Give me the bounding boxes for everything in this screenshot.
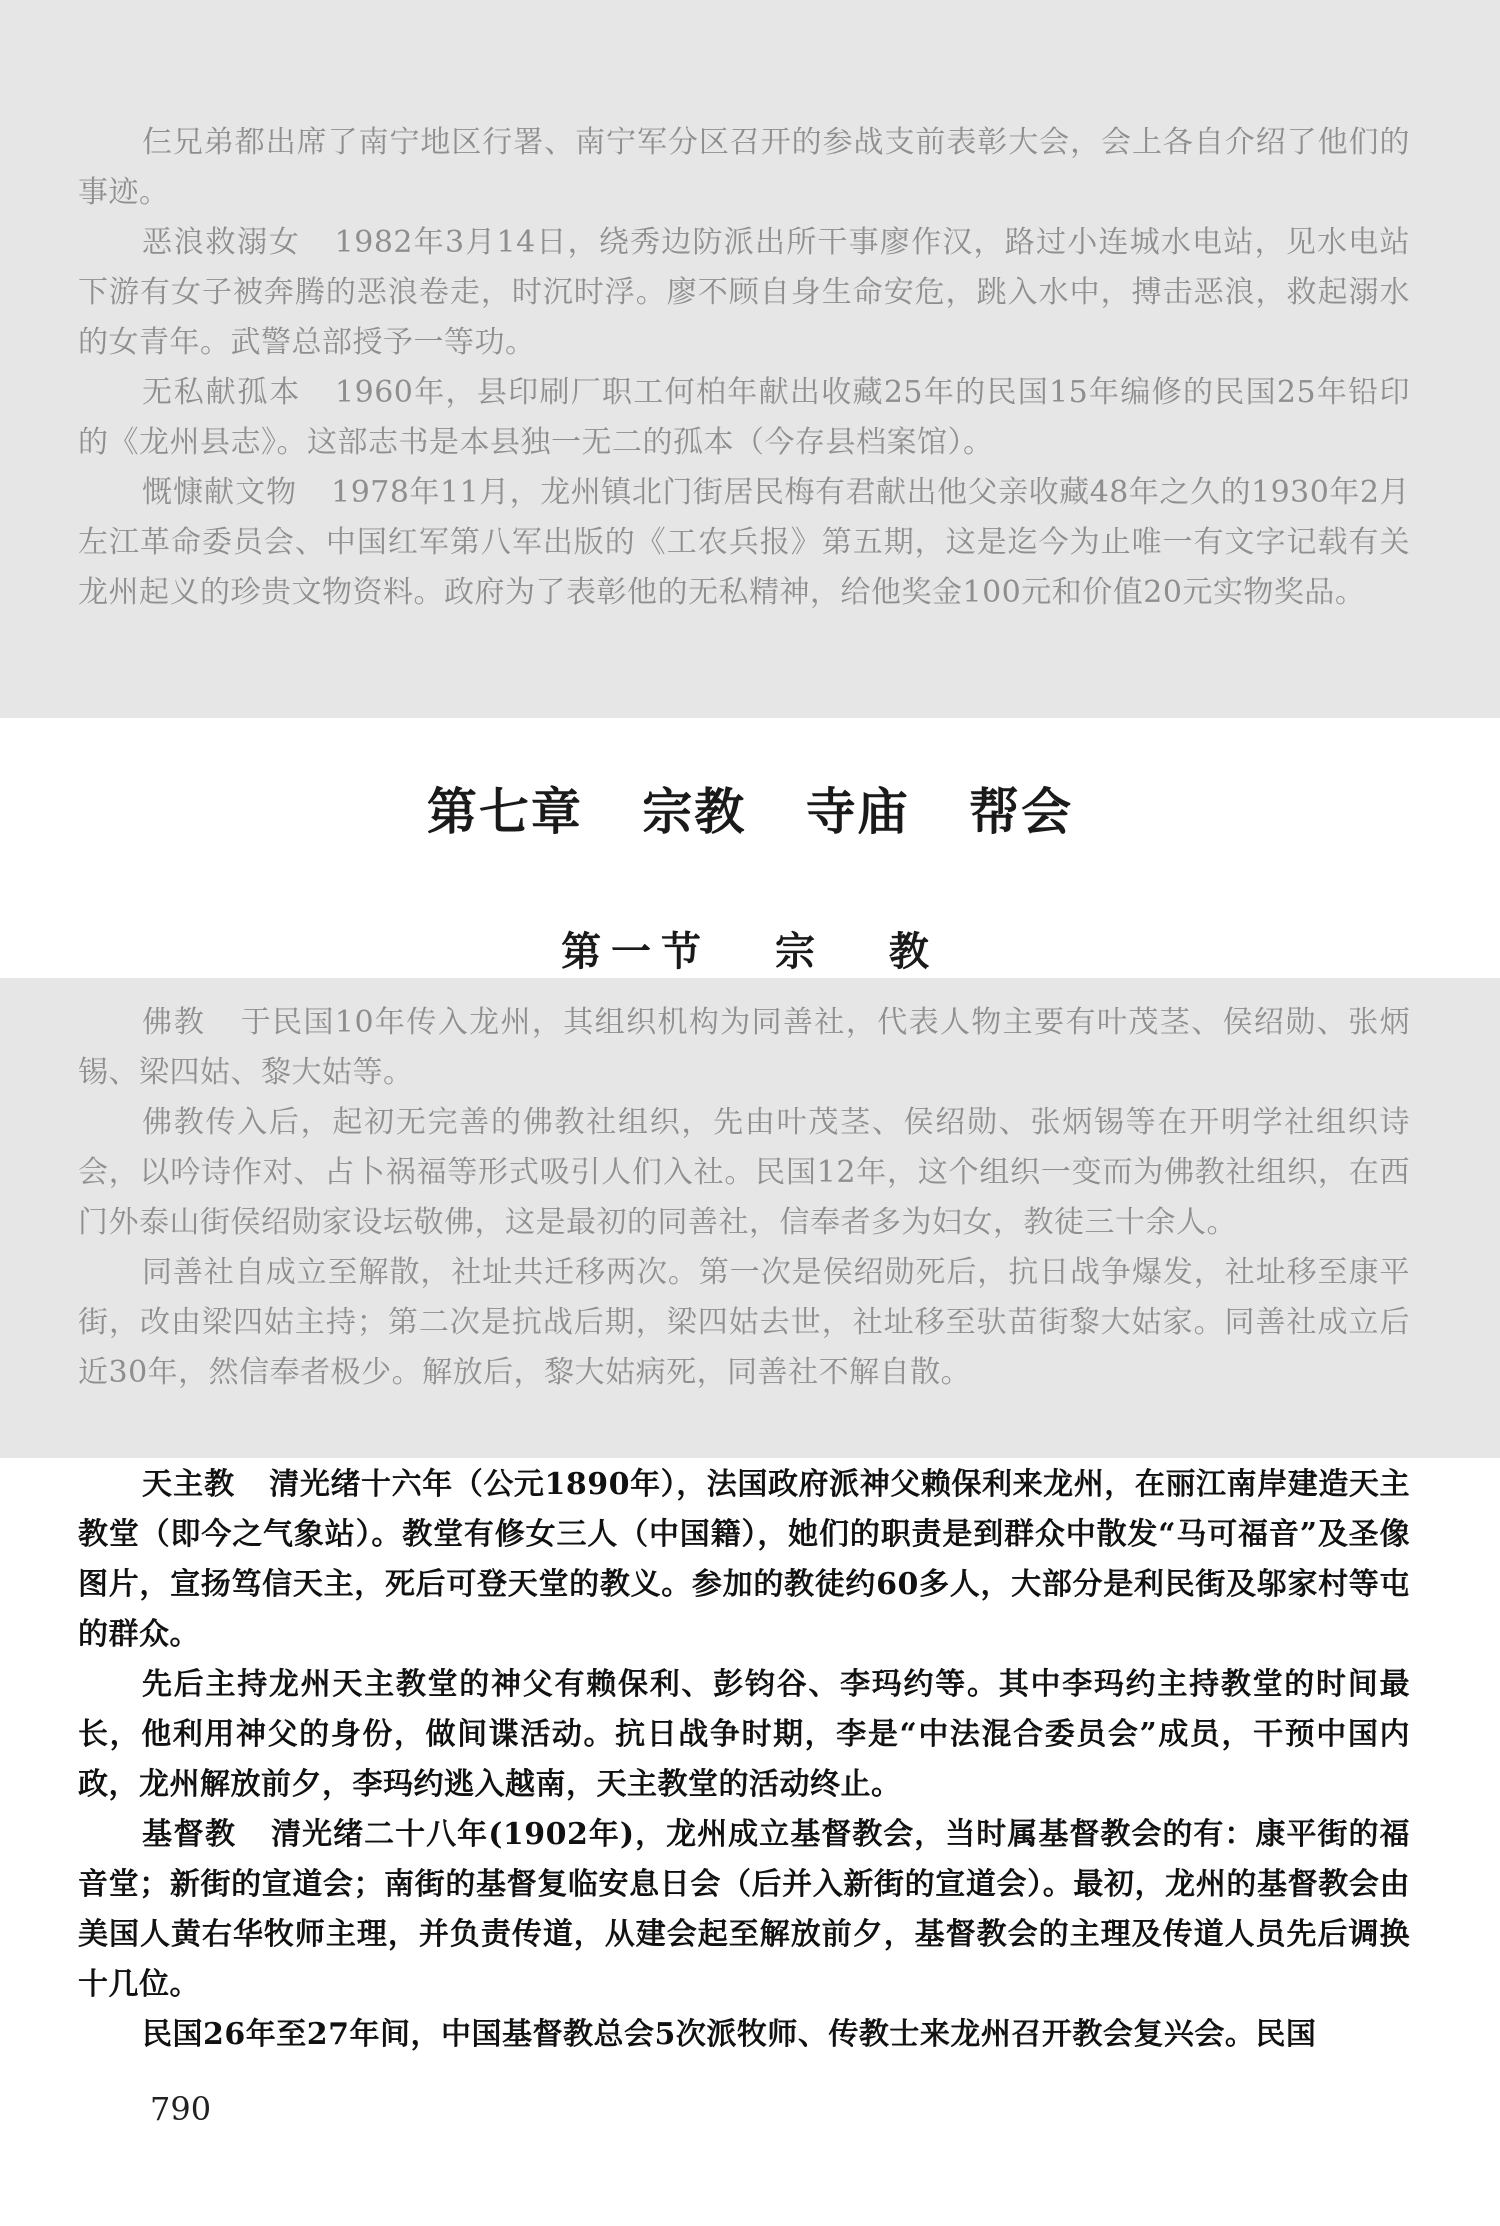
paragraph: 民国26年至27年间，中国基督教总会5次派牧师、传教士来龙州召开教会复兴会。民国	[142, 2017, 1317, 2052]
paragraph: 佛教传入后，起初无完善的佛教社组织，先由叶茂茎、侯绍勋、张炳锡等在开明学社组织诗会，以吟诗作对、占卜祸福等形式吸引人们入社。民国12年，这个组织一变而为佛教社组织，在西门外泰山街侯绍勋家设坛敬佛，这是最初的同善社，信奉者多为妇女，教徒三十余人。	[78, 1105, 1410, 1240]
paragraph: 佛教 于民国10年传入龙州，其组织机构为同善社，代表人物主要有叶茂茎、侯绍勋、张炳锡、梁四姑、黎大姑等。	[78, 1005, 1410, 1090]
paragraph: 恶浪救溺女 1982年3月14日，绕秀边防派出所干事廖作汉，路过小连城水电站，见水电站下游有女子被奔腾的恶浪卷走，时沉时浮。廖不顾自身生命安危，跳入水中，搏击恶浪，救起溺水的女青年。武警总部授予一等功。	[78, 225, 1411, 360]
paragraph: 慨慷献文物 1978年11月，龙州镇北门街居民梅有君献出他父亲收藏48年之久的1930年2月左江革命委员会、中国红军第八军出版的《工农兵报》第五期，这是迄今为止唯一有文字记载有关龙州起义的珍贵文物资料。政府为了表彰他的无私精神，给他奖金100元和价值20元实物奖品。	[78, 475, 1410, 610]
paragraph: 无私献孤本 1960年，县印刷厂职工何柏年献出收藏25年的民国15年编修的民国25年铅印的《龙州县志》。这部志书是本县独一无二的孤本（今存县档案馆）。	[78, 375, 1410, 460]
paragraph: 同善社自成立至解散，社址共迁移两次。第一次是侯绍勋死后，抗日战争爆发，社址移至康平街，改由梁四姑主持；第二次是抗战后期，梁四姑去世，社址移至驮苗街黎大姑家。同善社成立后近30年，然信奉者极少。解放后，黎大姑病死，同善社不解自散。	[78, 1255, 1410, 1390]
bottom-text-block	[78, 1460, 1410, 2060]
paragraph: 天主教 清光绪十六年（公元1890年），法国政府派神父赖保利来龙州，在丽江南岸建造天主教堂（即今之气象站）。教堂有修女三人（中国籍），她们的职责是到群众中散发“马可福音”及圣像图片，宣扬笃信天主，死后可登天堂的教义。参加的教徒约60多人，大部分是利民街及邬家村等屯的群众。	[78, 1467, 1410, 1652]
section-title: 第一节 宗 教	[561, 929, 939, 975]
top-text-block	[78, 118, 1410, 618]
chapter-title: 第七章 宗教 寺庙 帮会	[426, 783, 1074, 841]
page-number: 790	[150, 2090, 212, 2128]
paragraph: 先后主持龙州天主教堂的神父有赖保利、彭钧谷、李玛约等。其中李玛约主持教堂的时间最长，他利用神父的身份，做间谍活动。抗日战争时期，李是“中法混合委员会”成员，干预中国内政，龙州解放前夕，李玛约逃入越南，天主教堂的活动终止。	[78, 1667, 1410, 1802]
paragraph: 基督教 清光绪二十八年(1902年)，龙州成立基督教会，当时属基督教会的有：康平街的福音堂；新街的宣道会；南街的基督复临安息日会（后并入新街的宣道会）。最初，龙州的基督教会由美国人黄右华牧师主理，并负责传道，从建会起至解放前夕，基督教会的主理及传道人员先后调换十几位。	[78, 1817, 1411, 2002]
paragraph: 仨兄弟都出席了南宁地区行署、南宁军分区召开的参战支前表彰大会，会上各自介绍了他们的事迹。	[78, 125, 1410, 210]
middle-text-block	[78, 998, 1410, 1398]
